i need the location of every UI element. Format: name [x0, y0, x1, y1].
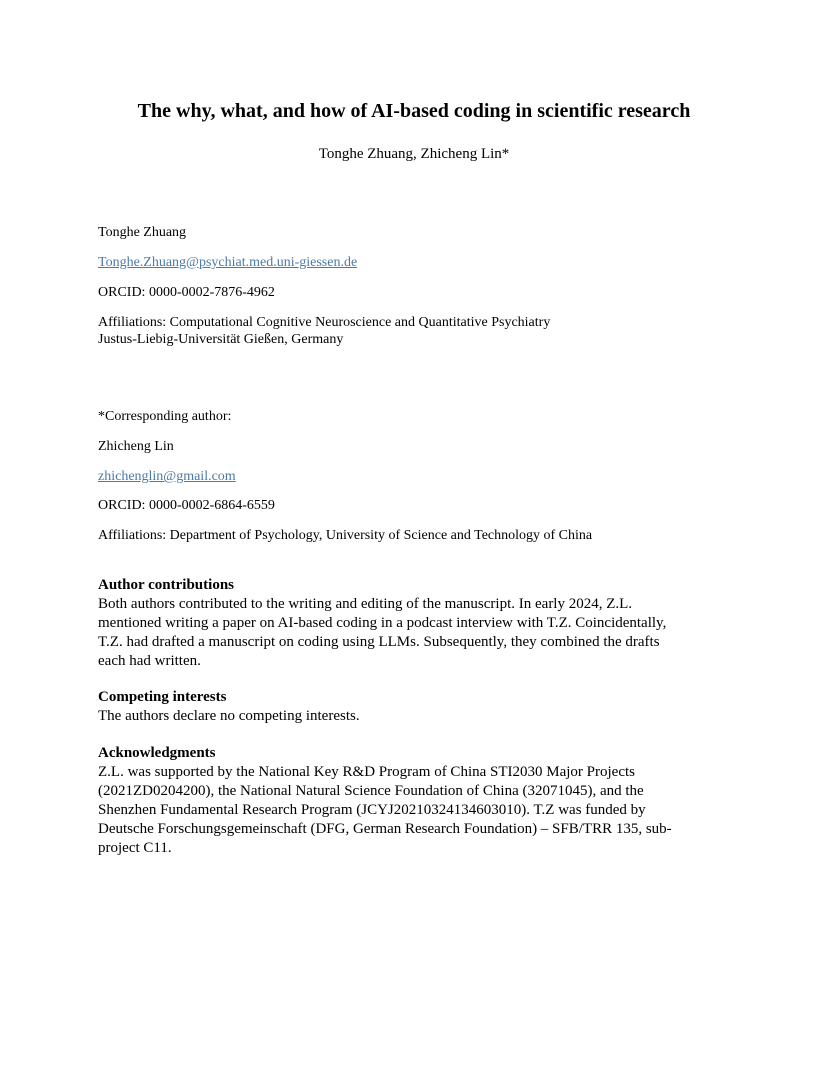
author1-email-link[interactable]: Tonghe.Zhuang@psychiat.med.uni-giessen.de: [98, 255, 358, 270]
competing-interests-body: [98, 707, 728, 726]
corresponding-author-label: *Corresponding author:: [98, 409, 232, 424]
author-contributions-line: each had written.: [98, 653, 201, 669]
acknowledgments-line: Shenzhen Fundamental Research Program (JCYJ20210324134603010). T.Z was funded by: [98, 802, 646, 818]
corresponding-author-affiliation: Affiliations: Department of Psychology, University of Science and Technology of China: [98, 528, 593, 543]
author1-name: Tonghe Zhuang: [98, 225, 187, 240]
author-contributions-heading: Author contributions: [98, 577, 234, 593]
author-contributions-body: [98, 595, 728, 671]
author-contributions-line: mentioned writing a paper on AI-based coding in a podcast interview with T.Z. Coincidentally,: [98, 615, 667, 631]
corresponding-author-orcid: ORCID: 0000-0002-6864-6559: [98, 498, 275, 513]
acknowledgments-body: [98, 763, 728, 858]
acknowledgments-section: [98, 744, 728, 858]
author-list: Tonghe Zhuang, Zhicheng Lin*: [318, 146, 510, 162]
acknowledgments-line: project C11.: [98, 840, 172, 856]
competing-interests-line: The authors declare no competing interests.: [98, 708, 360, 724]
author1-affiliation-line2: Justus-Liebig-Universität Gießen, Germany: [98, 332, 344, 347]
author-contributions-section: [98, 576, 728, 671]
acknowledgments-heading: Acknowledgments: [98, 745, 216, 761]
corresponding-author-email-link[interactable]: zhichenglin@gmail.com: [98, 469, 236, 484]
author-contributions-line: T.Z. had drafted a manuscript on coding using LLMs. Subsequently, they combined the drafts: [98, 634, 660, 650]
acknowledgments-line: (2021ZD0204200), the National Natural Science Foundation of China (32071045), and the: [98, 783, 644, 799]
acknowledgments-line: Z.L. was supported by the National Key R&D Program of China STI2030 Major Projects: [98, 764, 635, 780]
author1-orcid: ORCID: 0000-0002-7876-4962: [98, 285, 275, 300]
competing-interests-section: [98, 688, 728, 726]
acknowledgments-line: Deutsche Forschungsgemeinschaft (DFG, German Research Foundation) – SFB/TRR 135, sub-: [98, 821, 672, 837]
paper-title: The why, what, and how of AI-based coding in scientific research: [137, 100, 691, 122]
corresponding-author-name: Zhicheng Lin: [98, 439, 174, 454]
author1-affiliation-line1: Affiliations: Computational Cognitive Neuroscience and Quantitative Psychiatry: [98, 315, 551, 330]
competing-interests-heading: Competing interests: [98, 689, 227, 705]
author-contributions-line: Both authors contributed to the writing and editing of the manuscript. In early 2024, Z.L.: [98, 596, 633, 612]
